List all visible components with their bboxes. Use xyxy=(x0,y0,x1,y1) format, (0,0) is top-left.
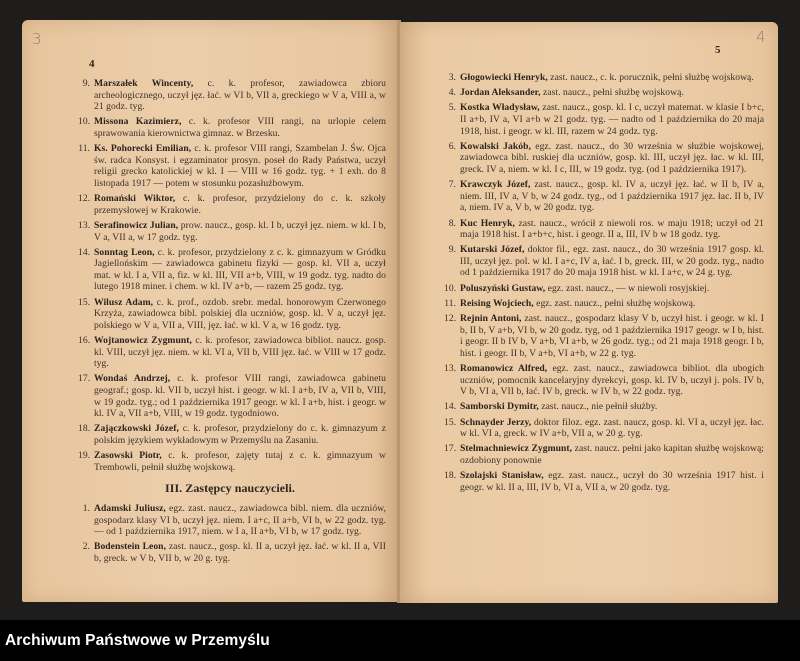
list-item: 19. Zasowski Piotr, c. k. profesor, zajęty tutaj z c. k. gimnazyum w Trembowli, pełnił służbę wojskową. xyxy=(78,450,386,473)
section-heading: III. Zastępcy nauczycieli. xyxy=(165,481,295,496)
list-item: 6. Kowalski Jakób, egz. zast. naucz., do 30 września w służbie wojskowej, zawiadowca bibl. ruskiej dla uczniów, gosp. kl. III, uczył jęz. łac. w kl. III, greck. IV a, niem. w kl. I c, III, w 19 godz. tyg. (od 1 października 1917). xyxy=(448,140,764,175)
archive-name-label: Archiwum Państwowe w Przemyślu xyxy=(5,632,270,649)
list-item: 14. Sonntag Leon, c. k. profesor, przydzielony z c. k. gimnazyum w Gródku Jagiellońskim — zawiadowca gabinetu fizyki — gosp. kl. VII a, uczył mat. w kl. I a, VII a, fiz. w kl. III, VII a+b, VIII, w 19 godz. tyg. nadto do lutego 1918 miner. i chem. w kl. IV a+b, — razem 25 godz. tyg. xyxy=(78,246,386,293)
pencil-archive-number: 3 xyxy=(32,30,42,48)
right-page xyxy=(400,22,778,603)
page-number: 4 xyxy=(89,58,95,70)
left-page-text xyxy=(74,78,386,568)
list-item: 5. Kostka Władysław, zast. naucz., gosp. kl. I c, uczył matemat. w klasie I b+c, II a+b, IV a, VI a+b w 21 godz. tyg. — nadto od 1 października do 20 maja 1918, hist. i geogr. w kl. III, razem w 24 godz. tyg. xyxy=(448,102,765,137)
list-item: 18. Szolajski Stanisław, egz. zast. naucz., uczył do 30 września 1917 hist. i geogr. w kl. II a, III, IV b, VI a, VII a, w 20 godz. tyg. xyxy=(444,470,764,493)
page-number: 5 xyxy=(715,44,721,56)
list-item: 11. Reising Wojciech, egz. zast. naucz., pełni służbę wojskową. xyxy=(444,297,696,309)
list-item: 4. Jordan Aleksander, zast. naucz., pełni służbę wojskową. xyxy=(448,87,684,99)
list-item: 10. Missona Kazimierz, c. k. profesor VIII rangi, na urlopie celem sprawowania kierownictwa gimnaz. w Brzesku. xyxy=(78,116,387,139)
list-item: 8. Kuc Henryk, zast. naucz., wrócił z niewoli ros. w maju 1918; uczył od 21 maja 1918 hist. I a+b+c, hist. i geogr. II a, III, IV b w 18 godz. tyg. xyxy=(448,217,764,241)
list-item: 18. Zajączkowski Józef, c. k. profesor, przydzielony do c. k. gimnazyum z polskim językiem wykładowym w Przemyślu na Zasaniu. xyxy=(78,423,386,446)
list-item: 2. Bodenstein Leon, zast. naucz., gosp. kl. II a, uczył jęz. łać. w kl. II a, VII b, greck. w V b, VII b, w 20 g. tyg. xyxy=(82,541,387,564)
archive-footer-bar xyxy=(0,620,800,661)
list-item: 12. Rejnin Antoni, zast. naucz., gospodarz klasy V b, uczył hist. i geogr. w kl. I b, II b, V a+b, VI b, w 20 godz. tyg, od 1 października 1917 geogr. w I b, hist. i geogr. II b IV b, V a+b, VI a+b, w 26 godz. tyg.; od 21 maja 1918 geogr. I b, hist. i geogr. II b, V a+b, VI a+b, w 22 g. tyg. xyxy=(444,313,764,359)
list-item xyxy=(440,497,764,509)
list-item: 16. Wojtanowicz Zygmunt, c. k. profesor, zawiadowca bibliot. naucz. gosp. kl. VIII, uczył jęz. niem. w kl. VI a, VII b, VIII jęz. łać. w VIII w 17 godz. tyg. xyxy=(78,335,386,370)
right-page-text xyxy=(440,72,764,512)
list-item: 13. Romanowicz Alfred, egz. zast. naucz., zawiadowca bibliot. dla ubogich uczniów, pomocnik kancelaryjny dyrekcyi, gosp. kl. IV b, uczył j. pols. IV b, V b, VI a, VII b, łać. IV b, greck. w IV b, w 22 godz. tyg. xyxy=(444,363,765,398)
list-item: 14. Samborski Dymitr, zast. naucz., nie pełnił służby. xyxy=(444,401,658,413)
list-item: 1. Adamski Juliusz, egz. zast. naucz., zawiadowca bibl. niem. dla uczniów, gospodarz klasy VI b, uczył jęz. niem. I a+c, II a+b, VI b, w 22 godz. tyg. — od 1 października 1917, niem. w I a, II a+b, VI b, w 17 godz. tyg. xyxy=(82,502,386,538)
list-item: 17. Wondaś Andrzej, c. k. profesor VIII rangi, zawiadowca gabinetu geograf.; gosp. kl. VII b, uczył hist. i geogr. w kl. I a+b, IV a, VII b, VIII, w 19 godz. tyg.; od 1 października 1917 geogr. w kl. I a+b, hist. i geogr. w kl. IV a, VII a+b, VIII, w 19 godz. tygodniowo. xyxy=(78,373,386,420)
list-item: 10. Poluszyński Gustaw, egz. zast. naucz., — w niewoli rosyjskiej. xyxy=(444,282,710,294)
list-item: 15. Schnayder Jerzy, doktor filoz. egz. zast. naucz, gosp. kl. VI a, uczył jęz. łac. w kl. VI a, greck. w IV a+b, VII a, w 20 g. tyg. xyxy=(444,416,764,440)
list-item: 17. Stelmachniewicz Zygmunt, zast. naucz. pełni jako kapitan służbę wojskową; ozdobiony ponownie xyxy=(444,443,765,466)
list-item: 15. Wilusz Adam, c. k. prof., ozdob. srebr. medal. honorowym Czerwonego Krzyża, zawiadowca bibl. polskiej dla uczniów, gosp. kl. V a, uczył jęz. polskiego w V a, VII a, VIII, jęz. łać. w kl. V a, w 16 godz. tyg. xyxy=(78,296,386,331)
list-item: 3. Głogowiecki Henryk, zast. naucz., c. k. porucznik, pełni służbę wojskową. xyxy=(448,72,754,83)
list-item: 9. Kutarski Józef, doktor fil., egz. zast. naucz., do 30 września 1917 gosp. kl. III, uczył jęz. pol. w kl. I a+c, IV a, łać. I b, greck. III, w 20 godz. tyg., nadto od 1 października 1917 do 20 maja 1918 hist. w kl. I a+c, w 24 g. tyg. xyxy=(448,244,764,279)
list-item: 12. Romański Wiktor, c. k. profesor, przydzielony do c. k. szkoły przemysłowej w Krakowie. xyxy=(78,193,386,216)
list-item: 9. Marszałek Wincenty, c. k. profesor, zawiadowca zbioru archeologicznego, uczył jęz. łać. w VI b, VII a, greckiego w V a, VIII a, w 21 godz. tyg. xyxy=(82,78,387,113)
list-item: 7. Krawczyk Józef, zast. naucz., gosp. kl. IV a, uczył jęz. łać. w II b, IV a, niem. III, IV a, V b, w 24 godz. tyg., od 1 października 1917 jęz. łac. II b, IV a, niem. IV a, V b, w 20 godz. tyg. xyxy=(448,179,765,214)
left-page xyxy=(22,20,398,602)
list-item: 11. Ks. Pohorecki Emilian, c. k. profesor VIII rangi, Szambelan J. Św. Ojca św. radca Konsyst. i egzaminator prosyn. poseł do Rady Państwa, uczył religii grecko katolickiej w kl. I — VIII w 16 godz. tyg. + 1 exh. do 8 listopada 1917 — potem w stosunku pozasłużbowym. xyxy=(78,143,386,189)
pencil-archive-number: 4 xyxy=(756,28,766,46)
list-item: 13. Serafinowicz Julian, prow. naucz., gosp. kl. I b, uczył jęz. niem. w kl. I b, V a, VII a, w 17 godz. tyg. xyxy=(78,219,386,243)
